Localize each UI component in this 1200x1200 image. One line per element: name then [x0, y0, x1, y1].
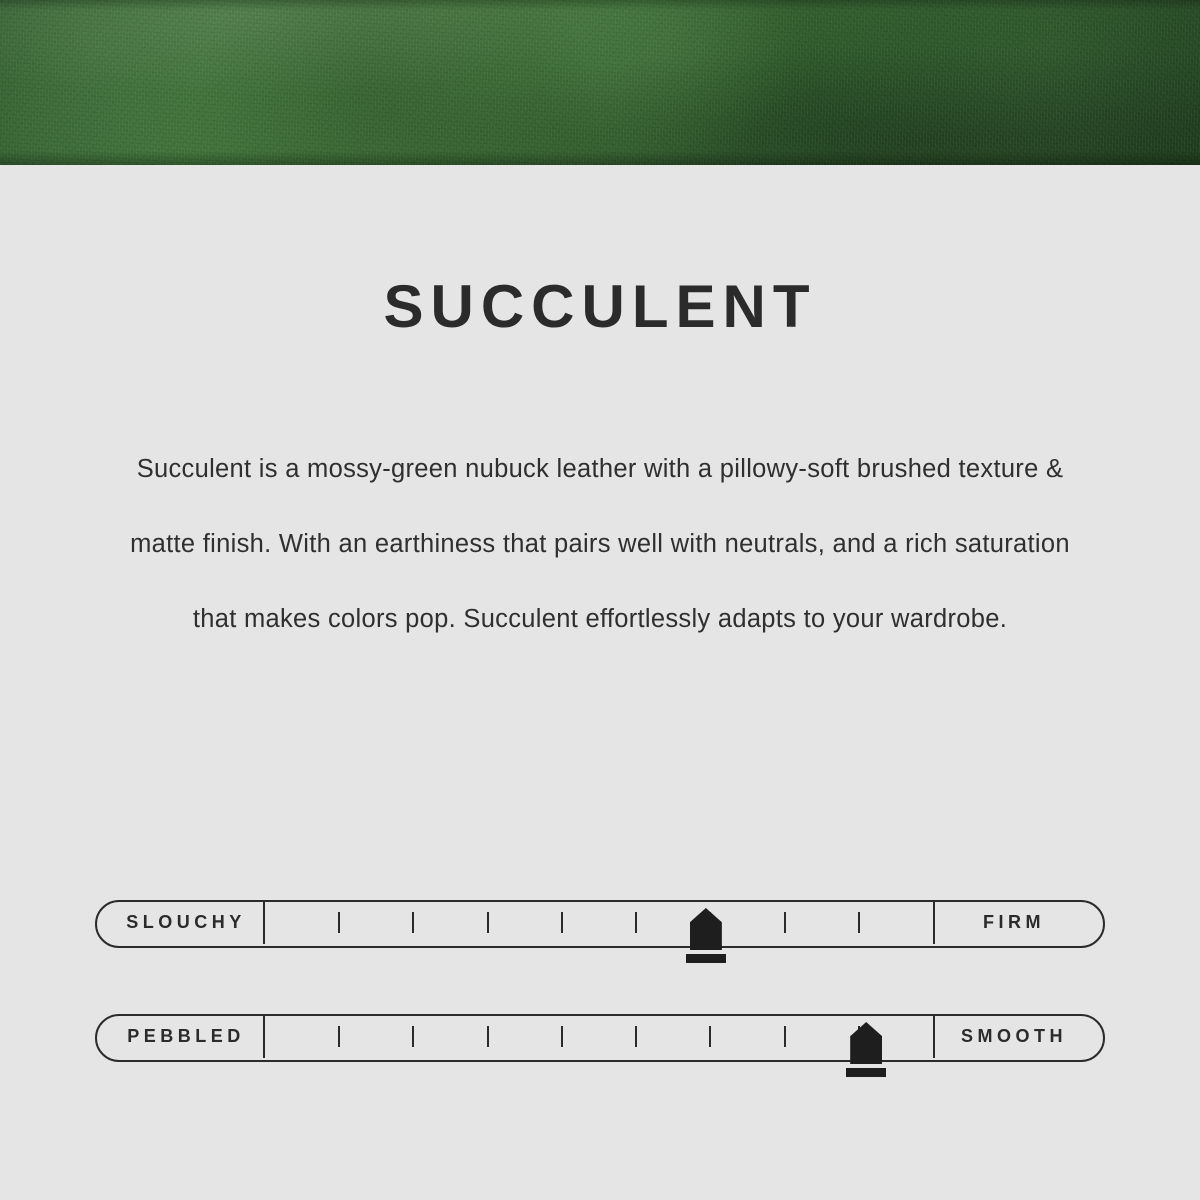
- scale-tick: [561, 912, 563, 933]
- swatch-top-shadow: [0, 0, 1200, 10]
- swatch-bottom-shadow: [0, 151, 1200, 165]
- scale-marker: [686, 908, 726, 970]
- scale-left-label: PEBBLED: [97, 1014, 265, 1058]
- scale-tick: [635, 1026, 637, 1047]
- swatch-grain-layer: [0, 0, 1200, 165]
- leather-swatch-image: [0, 0, 1200, 165]
- scale-tick: [487, 912, 489, 933]
- scale-tick: [338, 1026, 340, 1047]
- scale-marker: [846, 1022, 886, 1084]
- scale-texture: [95, 1014, 1105, 1062]
- scale-tick: [561, 1026, 563, 1047]
- scale-tick: [858, 912, 860, 933]
- scale-left-label: SLOUCHY: [97, 900, 265, 944]
- marker-base-bar: [846, 1068, 886, 1077]
- scale-tick: [784, 912, 786, 933]
- attribute-scales: [95, 900, 1105, 1128]
- product-description: Succulent is a mossy-green nubuck leather with a pillowy-soft brushed texture & matte finish. With an earthiness that pairs well with neutrals, and a rich saturation that makes colors pop. Succulent effortlessly adapts to your wardrobe.: [130, 455, 1070, 633]
- scale-tick: [487, 1026, 489, 1047]
- scale-tick: [784, 1026, 786, 1047]
- scale-ticks: [265, 1014, 933, 1058]
- scale-right-label: SMOOTH: [933, 1014, 1103, 1058]
- scale-tick: [412, 1026, 414, 1047]
- scale-tick: [635, 912, 637, 933]
- marker-pentagon-icon: [690, 908, 722, 950]
- scale-ticks: [265, 900, 933, 944]
- marker-base-bar: [686, 954, 726, 963]
- marker-pentagon-icon: [850, 1022, 882, 1064]
- scale-tick: [412, 912, 414, 933]
- scale-tick: [338, 912, 340, 933]
- scale-right-label: FIRM: [933, 900, 1103, 944]
- scale-tick: [709, 1026, 711, 1047]
- scale-structure: [95, 900, 1105, 948]
- page-title: SUCCULENT: [383, 273, 817, 340]
